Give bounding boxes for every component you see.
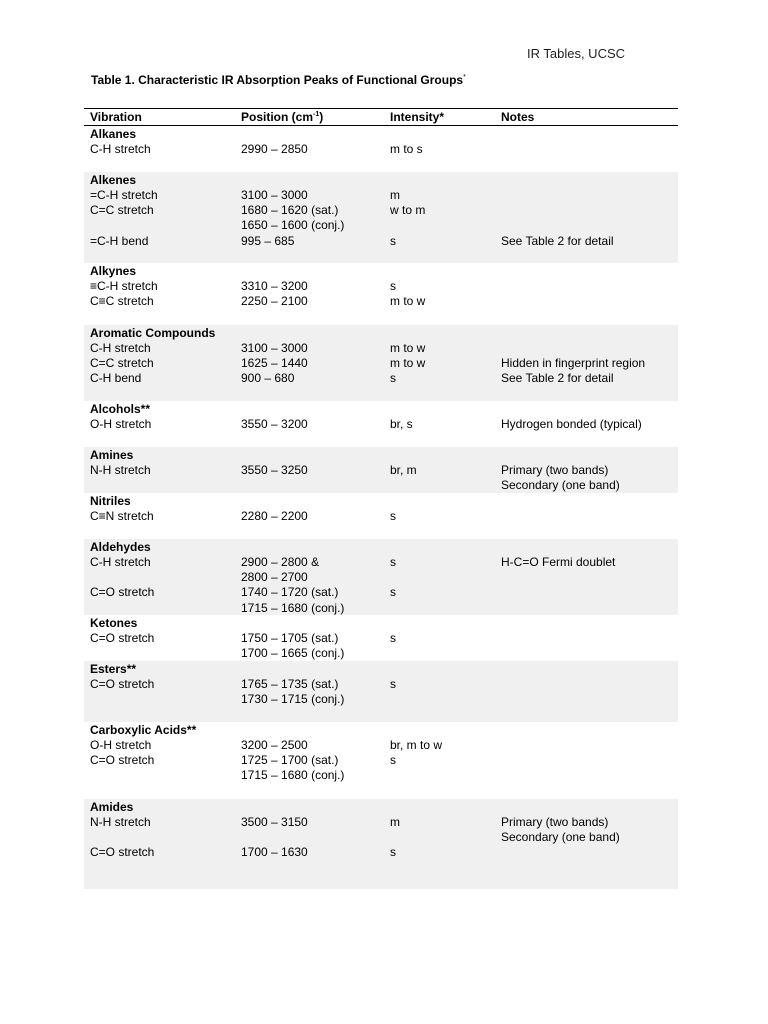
intensity-text: br, s	[390, 417, 413, 431]
group-name: Alkanes	[90, 127, 137, 141]
vibration-text: N-H stretch	[90, 463, 151, 477]
vibration-cell	[84, 463, 241, 493]
position-text: 3200 – 2500	[241, 738, 308, 752]
position-text: 3100 – 3000	[241, 188, 308, 202]
col-position-unit-exponent: -1	[313, 111, 320, 118]
position-text: 3100 – 3000	[241, 341, 308, 355]
table-row	[84, 631, 678, 661]
table-row	[84, 371, 678, 386]
notes-text: Primary (two bands)	[501, 463, 609, 477]
notes-cell	[501, 585, 678, 615]
vibration-cell	[84, 279, 241, 294]
table-row	[84, 585, 678, 615]
vibration-cell	[84, 555, 241, 585]
group-name: Carboxylic Acids**	[90, 723, 197, 737]
position-cell	[241, 203, 390, 233]
intensity-text: m to w	[390, 356, 426, 371]
position-text: 1700 – 1630	[241, 845, 308, 860]
notes-cell	[501, 753, 678, 783]
intensity-cell	[390, 738, 501, 753]
notes-cell	[501, 417, 678, 432]
group-name: Ketones	[90, 616, 138, 630]
intensity-text: m to s	[390, 142, 423, 156]
table-row	[84, 203, 678, 233]
intensity-text: s	[390, 845, 396, 860]
position-text: 1625 – 1440	[241, 356, 308, 371]
table-row	[84, 845, 678, 860]
position-cell	[241, 234, 390, 249]
vibration-text: C-H stretch	[90, 555, 151, 569]
vibration-text: C=C stretch	[90, 356, 154, 371]
notes-cell	[501, 234, 678, 249]
intensity-cell	[390, 509, 501, 524]
position-text: 1765 – 1735 (sat.)	[241, 677, 339, 691]
notes-cell	[501, 463, 678, 493]
intensity-text: s	[390, 509, 396, 523]
intensity-cell	[390, 555, 501, 585]
notes-text: Secondary (one band)	[501, 478, 620, 493]
group-alcohols	[84, 401, 678, 447]
intensity-text: s	[390, 233, 396, 248]
intensity-text: s	[390, 677, 396, 691]
table-row	[84, 738, 678, 753]
table-header-row	[84, 109, 678, 126]
notes-cell	[501, 509, 678, 524]
notes-cell	[501, 188, 678, 203]
table-row	[84, 677, 678, 707]
group-ketones	[84, 615, 678, 661]
position-cell	[241, 371, 390, 386]
intensity-text: m	[390, 188, 400, 202]
intensity-text: s	[390, 279, 396, 293]
position-text: 1715 – 1680 (conj.)	[241, 768, 345, 783]
intensity-cell	[390, 585, 501, 615]
notes-text: H-C=O Fermi doublet	[501, 555, 616, 569]
group-alkynes	[84, 263, 678, 325]
table-row	[84, 142, 678, 157]
position-text: 1650 – 1600 (conj.)	[241, 218, 345, 233]
vibration-text: ≡C-H stretch	[90, 279, 158, 293]
group-nitriles	[84, 493, 678, 539]
position-cell	[241, 815, 390, 845]
group-name: Aromatic Compounds	[90, 326, 216, 340]
intensity-cell	[390, 142, 501, 157]
table-row	[84, 341, 678, 356]
col-position-close: )	[319, 110, 324, 124]
group-aldehydes	[84, 539, 678, 615]
intensity-text: s	[390, 585, 396, 600]
intensity-cell	[390, 356, 501, 371]
table-row	[84, 356, 678, 371]
vibration-text: =C-H bend	[90, 233, 149, 248]
intensity-cell	[390, 203, 501, 233]
vibration-cell	[84, 509, 241, 524]
table-row	[84, 815, 678, 845]
vibration-text: O-H stretch	[90, 417, 152, 431]
notes-cell	[501, 341, 678, 356]
table-row	[84, 234, 678, 249]
intensity-cell	[390, 677, 501, 707]
vibration-cell	[84, 677, 241, 707]
vibration-text: C≡C stretch	[90, 294, 154, 309]
position-text: 3550 – 3200	[241, 417, 308, 431]
group-amines	[84, 447, 678, 493]
position-text: 995 – 685	[241, 233, 295, 248]
group-name: Amines	[90, 448, 134, 462]
notes-cell	[501, 738, 678, 753]
position-cell	[241, 677, 390, 707]
notes-cell	[501, 555, 678, 585]
intensity-text: s	[390, 753, 396, 768]
vibration-text: C=C stretch	[90, 203, 154, 218]
vibration-cell	[84, 417, 241, 432]
col-intensity: Intensity*	[390, 110, 445, 124]
notes-text: Secondary (one band)	[501, 830, 620, 845]
vibration-text: C=O stretch	[90, 677, 155, 691]
intensity-cell	[390, 815, 501, 845]
notes-text: See Table 2 for detail	[501, 371, 614, 386]
group-aromatic-compounds	[84, 325, 678, 401]
position-text: 3310 – 3200	[241, 279, 308, 293]
intensity-text: s	[390, 371, 396, 386]
intensity-cell	[390, 294, 501, 309]
position-text: 1680 – 1620 (sat.)	[241, 203, 339, 218]
intensity-cell	[390, 845, 501, 860]
group-name: Alcohols**	[90, 402, 151, 416]
intensity-text: w to m	[390, 203, 426, 218]
vibration-cell	[84, 203, 241, 233]
vibration-cell	[84, 142, 241, 157]
intensity-cell	[390, 463, 501, 493]
position-text: 1750 – 1705 (sat.)	[241, 631, 339, 645]
ir-absorption-table	[84, 108, 678, 889]
table-row	[84, 417, 678, 432]
vibration-cell	[84, 631, 241, 661]
group-alkenes	[84, 172, 678, 263]
group-carboxylic-acids	[84, 722, 678, 799]
table-row	[84, 188, 678, 203]
vibration-text: C-H bend	[90, 371, 142, 386]
position-text: 3550 – 3250	[241, 463, 308, 477]
vibration-cell	[84, 815, 241, 845]
page-header: IR Tables, UCSC	[527, 46, 626, 61]
intensity-cell	[390, 279, 501, 294]
col-notes: Notes	[501, 110, 535, 124]
caption-text: Table 1. Characteristic IR Absorption Peaks of Functional Groups	[91, 73, 464, 87]
vibration-text: C≡N stretch	[90, 509, 154, 523]
position-text: 2990 – 2850	[241, 142, 308, 156]
position-cell	[241, 341, 390, 356]
position-cell	[241, 463, 390, 493]
position-text: 2280 – 2200	[241, 509, 308, 523]
table-row	[84, 509, 678, 524]
table-row	[84, 753, 678, 783]
notes-cell	[501, 203, 678, 233]
vibration-text: C=O stretch	[90, 585, 155, 600]
notes-cell	[501, 294, 678, 309]
position-text: 1740 – 1720 (sat.)	[241, 585, 339, 600]
notes-cell	[501, 815, 678, 845]
group-name: Amides	[90, 800, 134, 814]
vibration-cell	[84, 356, 241, 371]
position-cell	[241, 845, 390, 860]
position-text: 1725 – 1700 (sat.)	[241, 753, 339, 768]
notes-cell	[501, 356, 678, 371]
intensity-cell	[390, 188, 501, 203]
caption-footnote-mark: *	[463, 74, 466, 81]
table-row	[84, 463, 678, 493]
position-cell	[241, 509, 390, 524]
position-cell	[241, 585, 390, 615]
position-text: 2800 – 2700	[241, 570, 308, 585]
vibration-cell	[84, 585, 241, 615]
table-caption	[91, 73, 466, 87]
notes-cell	[501, 845, 678, 860]
vibration-text: C=O stretch	[90, 845, 155, 860]
group-name: Esters**	[90, 662, 137, 676]
group-alkanes	[84, 126, 678, 172]
notes-cell	[501, 631, 678, 661]
vibration-cell	[84, 188, 241, 203]
vibration-text: N-H stretch	[90, 815, 151, 829]
vibration-cell	[84, 753, 241, 783]
position-cell	[241, 631, 390, 661]
vibration-cell	[84, 845, 241, 860]
position-cell	[241, 294, 390, 309]
position-cell	[241, 356, 390, 371]
notes-cell	[501, 371, 678, 386]
table-body	[84, 126, 678, 889]
vibration-text: =C-H stretch	[90, 188, 158, 202]
col-vibration: Vibration	[90, 110, 142, 124]
group-esters	[84, 661, 678, 722]
intensity-text: m to w	[390, 341, 426, 355]
table-row	[84, 294, 678, 309]
col-position	[241, 110, 390, 124]
vibration-cell	[84, 294, 241, 309]
position-text: 2900 – 2800 &	[241, 555, 320, 569]
vibration-cell	[84, 738, 241, 753]
position-cell	[241, 753, 390, 783]
notes-cell	[501, 142, 678, 157]
intensity-cell	[390, 417, 501, 432]
intensity-cell	[390, 371, 501, 386]
position-cell	[241, 188, 390, 203]
notes-text: See Table 2 for detail	[501, 233, 614, 248]
table-row	[84, 279, 678, 294]
notes-text: Hidden in fingerprint region	[501, 356, 646, 371]
position-text: 2250 – 2100	[241, 294, 308, 309]
intensity-text: m	[390, 815, 400, 829]
vibration-cell	[84, 341, 241, 356]
position-cell	[241, 142, 390, 157]
vibration-text: C=O stretch	[90, 753, 155, 768]
intensity-cell	[390, 234, 501, 249]
position-text: 1715 – 1680 (conj.)	[241, 600, 345, 615]
position-text: 3500 – 3150	[241, 815, 308, 829]
group-name: Alkenes	[90, 173, 137, 187]
vibration-text: C=O stretch	[90, 631, 155, 645]
position-cell	[241, 279, 390, 294]
position-cell	[241, 738, 390, 753]
intensity-cell	[390, 341, 501, 356]
vibration-text: C-H stretch	[90, 341, 151, 355]
group-name: Alkynes	[90, 264, 137, 278]
vibration-cell	[84, 234, 241, 249]
notes-text: Hydrogen bonded (typical)	[501, 417, 642, 431]
position-cell	[241, 417, 390, 432]
group-amides	[84, 799, 678, 889]
group-name: Nitriles	[90, 494, 131, 508]
notes-cell	[501, 279, 678, 294]
group-name: Aldehydes	[90, 540, 151, 554]
intensity-text: br, m to w	[390, 738, 443, 752]
table-row	[84, 555, 678, 585]
position-text: 900 – 680	[241, 371, 295, 386]
notes-cell	[501, 677, 678, 707]
vibration-text: C-H stretch	[90, 142, 151, 156]
vibration-text: O-H stretch	[90, 738, 152, 752]
intensity-text: br, m	[390, 463, 417, 477]
position-text: 1700 – 1665 (conj.)	[241, 646, 345, 661]
intensity-text: s	[390, 631, 396, 645]
intensity-cell	[390, 631, 501, 661]
position-cell	[241, 555, 390, 585]
intensity-text: s	[390, 555, 396, 569]
col-position-label: Position (cm	[241, 110, 314, 124]
position-text: 1730 – 1715 (conj.)	[241, 692, 345, 707]
notes-text: Primary (two bands)	[501, 815, 609, 829]
intensity-text: m to w	[390, 294, 426, 309]
intensity-cell	[390, 753, 501, 783]
vibration-cell	[84, 371, 241, 386]
